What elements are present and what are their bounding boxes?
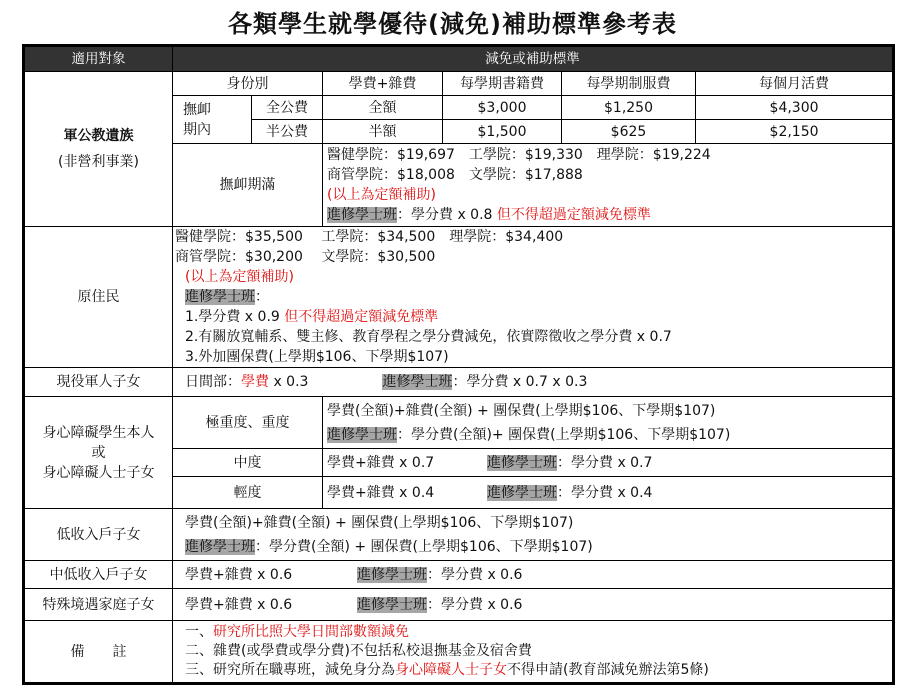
label-sub: (非營利事業) bbox=[58, 154, 139, 170]
living-cell: $4,300 bbox=[696, 96, 894, 120]
remark-2: 二、雜費(或學費或學分費)不包括私校退撫基金及宿舍費 bbox=[185, 643, 532, 659]
day-suffix: x 0.3 bbox=[269, 374, 309, 390]
label-line1: 身心障礙學生本人 bbox=[42, 424, 155, 441]
table-header-row bbox=[24, 46, 894, 72]
label-line2: 或 bbox=[91, 444, 106, 461]
moderate-content bbox=[323, 449, 894, 477]
night-label: 進修學士班 bbox=[357, 596, 427, 613]
row-label-military-bereaved bbox=[24, 72, 173, 227]
r1-red: 研究所比照大學日間部數額減免 bbox=[213, 624, 409, 640]
row-label-disabled bbox=[24, 397, 173, 509]
row-label-mid-low-income: 中低收入戶子女 bbox=[24, 561, 173, 589]
col-books: 每學期書籍費 bbox=[443, 72, 562, 96]
uniform-cell: $1,250 bbox=[562, 96, 696, 120]
expired-note: (以上為定額補助) bbox=[327, 187, 436, 203]
row-label-special-family: 特殊境遇家庭子女 bbox=[24, 589, 173, 621]
night-warning: 但不得超過定額減免標準 bbox=[496, 207, 651, 223]
day-red: 學費 bbox=[241, 374, 269, 390]
period-label bbox=[173, 96, 252, 144]
tuition-cell: 半額 bbox=[323, 120, 443, 144]
severe-label: 極重度、重度 bbox=[173, 397, 323, 449]
table-row bbox=[24, 621, 894, 684]
mild-night: ：學分費 x 0.4 bbox=[557, 484, 653, 501]
moderate-night: ：學分費 x 0.7 bbox=[557, 454, 653, 471]
col-living: 每個月活費 bbox=[696, 72, 894, 96]
day-prefix: 日間部： bbox=[185, 374, 241, 390]
night-label: 進修學士班 bbox=[487, 454, 557, 471]
row-label-indigenous: 原住民 bbox=[24, 227, 173, 368]
table-row bbox=[24, 397, 894, 449]
indigenous-note: (以上為定額補助) bbox=[185, 269, 294, 285]
special-family-content bbox=[173, 589, 894, 621]
indigenous-item2: 2.有關放寬輔系、雙主修、教育學程之學分費減免，依實際徵收之學分費 x 0.7 bbox=[185, 329, 672, 345]
type-cell: 全公費 bbox=[252, 96, 323, 120]
night-text: ：學分費 x 0.6 bbox=[427, 596, 523, 613]
type-cell: 半公費 bbox=[252, 120, 323, 144]
indigenous-item3: 3.外加團保費(上學期$106、下學期$107) bbox=[185, 349, 449, 365]
remarks-content bbox=[173, 621, 894, 684]
table-row bbox=[24, 589, 894, 621]
mild-label: 輕度 bbox=[173, 477, 323, 509]
low-income-line1: 學費(全額)+雜費(全額) + 團保費(上學期$106、下學期$107) bbox=[185, 514, 574, 531]
indigenous-content bbox=[173, 227, 894, 368]
table-row bbox=[24, 368, 894, 397]
low-income-night bbox=[185, 535, 888, 559]
night-text: ：學分費(全額) + 團保費(上學期$106、下學期$107) bbox=[255, 538, 593, 555]
uniform-cell: $625 bbox=[562, 120, 696, 144]
remark-3 bbox=[185, 661, 888, 680]
low-income-content bbox=[173, 509, 894, 561]
books-cell: $3,000 bbox=[443, 96, 562, 120]
item1-warning: 但不得超過定額減免標準 bbox=[284, 309, 439, 325]
night-label: 進修學士班 bbox=[327, 426, 397, 443]
page-title: 各類學生就學優待(減免)補助標準參考表 bbox=[228, 10, 677, 38]
night-label: 進修學士班 bbox=[382, 374, 453, 390]
mild-day: 學費+雜費 x 0.4 bbox=[327, 484, 435, 501]
night-text: ：學分費 x 0.6 bbox=[427, 566, 523, 583]
label-main: 軍公教遺族 bbox=[63, 128, 134, 144]
day-text: 學費+雜費 x 0.6 bbox=[185, 596, 293, 613]
colon: ： bbox=[255, 289, 269, 305]
col-tuition: 學費+雜費 bbox=[323, 72, 443, 96]
row-label-active-military: 現役軍人子女 bbox=[24, 368, 173, 397]
night-text: ：學分費(全額)+ 團保費(上學期$106、下學期$107) bbox=[397, 426, 731, 443]
books-cell: $1,500 bbox=[443, 120, 562, 144]
indigenous-night bbox=[175, 287, 888, 307]
night-text: ：學分費 x 0.8 bbox=[397, 207, 497, 223]
mild-content bbox=[323, 477, 894, 509]
r3-prefix: 三、研究所在職專班，減免身分為 bbox=[185, 662, 395, 678]
col-identity: 身份別 bbox=[173, 72, 323, 96]
severe-content bbox=[323, 397, 894, 449]
table-row bbox=[24, 227, 894, 368]
period-label-2: 期內 bbox=[183, 121, 211, 138]
expired-label: 撫卹期滿 bbox=[173, 144, 323, 227]
table-row bbox=[24, 509, 894, 561]
night-label: 進修學士班 bbox=[185, 538, 255, 555]
moderate-label: 中度 bbox=[173, 449, 323, 477]
night-label: 進修學士班 bbox=[185, 289, 255, 305]
r3-suffix: 不得申請(教育部減免辦法第5條) bbox=[507, 662, 709, 678]
severe-night bbox=[327, 423, 888, 447]
day-text: 學費+雜費 x 0.6 bbox=[185, 566, 293, 583]
subsidy-table bbox=[22, 44, 895, 685]
severe-line1: 學費(全額)+雜費(全額) + 團保費(上學期$106、下學期$107) bbox=[327, 402, 716, 419]
item1-text: 1.學分費 x 0.9 bbox=[185, 309, 285, 325]
moderate-day: 學費+雜費 x 0.7 bbox=[327, 454, 435, 471]
expired-content bbox=[323, 144, 894, 227]
r3-red: 身心障礙人士子女 bbox=[395, 662, 507, 678]
indigenous-line2: 商管學院：$30,200 文學院：$30,500 bbox=[175, 249, 436, 265]
expired-line1: 醫健學院：$19,697 工學院：$19,330 理學院：$19,224 bbox=[327, 147, 711, 163]
night-text: ：學分費 x 0.7 x 0.3 bbox=[452, 374, 588, 390]
night-label: 進修學士班 bbox=[327, 207, 397, 223]
mid-low-income-content bbox=[173, 561, 894, 589]
indigenous-item1 bbox=[175, 307, 888, 327]
table-row bbox=[24, 72, 894, 96]
expired-night bbox=[327, 205, 888, 225]
r1-prefix: 一、 bbox=[185, 624, 213, 640]
active-military-content bbox=[173, 368, 894, 397]
night-label: 進修學士班 bbox=[487, 484, 557, 501]
period-label-1: 撫卹 bbox=[183, 101, 211, 118]
col-uniform: 每學期制服費 bbox=[562, 72, 696, 96]
label-line3: 身心障礙人士子女 bbox=[42, 464, 155, 481]
indigenous-line1: 醫健學院：$35,500 工學院：$34,500 理學院：$34,400 bbox=[175, 229, 564, 245]
row-label-remarks: 備 註 bbox=[24, 621, 173, 684]
header-standard: 減免或補助標準 bbox=[173, 46, 894, 72]
header-target: 適用對象 bbox=[24, 46, 173, 72]
table-row bbox=[24, 561, 894, 589]
tuition-cell: 全額 bbox=[323, 96, 443, 120]
night-label: 進修學士班 bbox=[357, 566, 427, 583]
remark-1 bbox=[185, 623, 888, 642]
row-label-low-income: 低收入戶子女 bbox=[24, 509, 173, 561]
living-cell: $2,150 bbox=[696, 120, 894, 144]
expired-line2: 商管學院：$18,008 文學院：$17,888 bbox=[327, 167, 583, 183]
